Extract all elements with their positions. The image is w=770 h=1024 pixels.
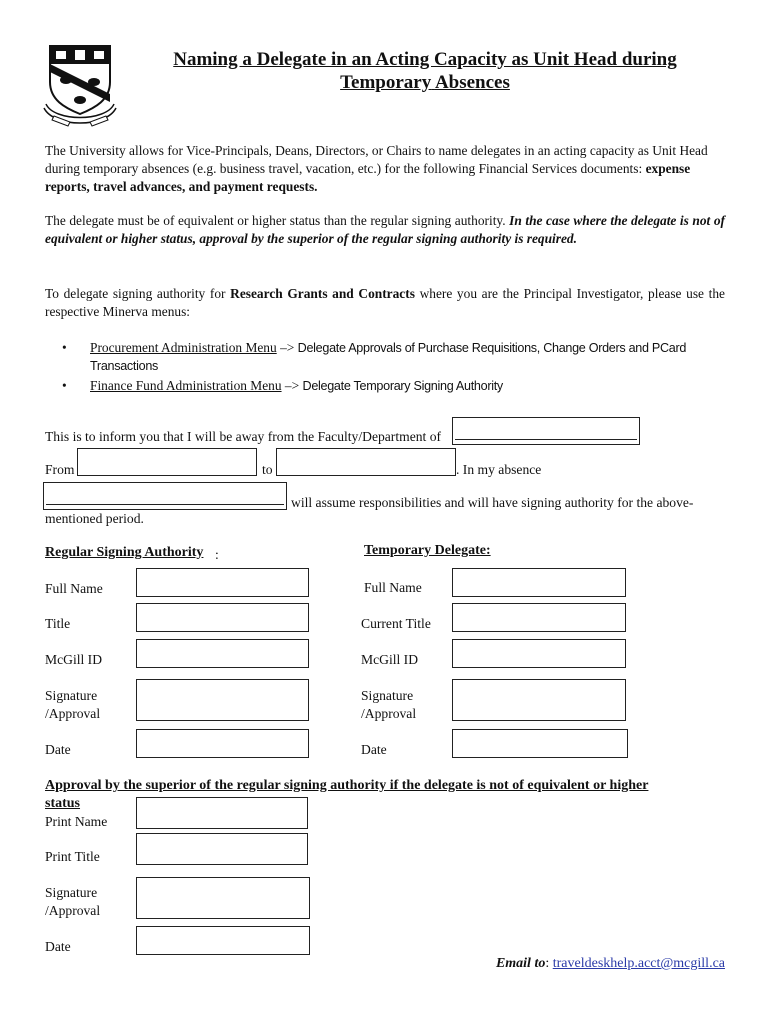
from-date-field[interactable] [77,448,257,476]
list-item [62,339,730,375]
title-line-2b: Absences [434,72,510,93]
intro-text: The University allows for Vice-Principals, Deans, Directors, or Chairs to name delegates in an acting capacity as Unit Head during temporary absences (e.g. business travel, vacation, etc.) for the following Financial Services documents: [45,143,708,176]
delegate-mcgill-id-field[interactable] [452,639,626,668]
superior-date-label: Date [45,939,71,954]
inform-text: This is to inform you that I will be away from the Faculty/Department of [45,429,442,444]
absence-text: . In my absence [456,462,542,477]
delegate-approval-label: /Approval [361,706,417,721]
research-paragraph [45,285,725,321]
regular-full-name-label: Full Name [45,581,103,596]
menu-target: Delegate Temporary Signing Authority [302,379,503,393]
finance-menu-link[interactable]: Finance Fund Administration Menu [90,378,282,393]
email-link[interactable]: traveldeskhelp.acct@mcgill.ca [552,956,725,971]
delegate-signature-label: Signature [361,688,414,703]
title-line-2a: Temporary [340,72,432,93]
regular-date-field[interactable] [136,729,309,758]
regular-signature-field[interactable] [136,679,309,721]
crest-icon [40,42,120,130]
delegate-full-name-field[interactable] [452,568,626,597]
email-footer [496,956,725,972]
delegate-name-field[interactable] [43,482,287,510]
menu-target: Delegate Approvals of Purchase Requisitions, Change Orders and PCard Transactions [90,341,687,373]
assume-text: will assume responsibilities and will have signing authority for the above- [291,495,694,510]
list-item [62,377,730,395]
regular-signature-label: Signature [45,688,98,703]
superior-print-title-label: Print Title [45,849,100,864]
to-date-field[interactable] [276,448,456,476]
page-title [150,48,700,94]
superior-print-name-label: Print Name [45,814,108,829]
to-label: to [262,462,273,477]
equivalence-paragraph [45,212,725,248]
research-prefix: To delegate signing authority for [45,286,226,301]
superior-signature-field[interactable] [136,877,310,919]
research-suffix: where you are the Principal Investigator, please use the respective Minerva menus: [45,286,725,319]
department-field[interactable] [452,417,640,445]
regular-approval-label: /Approval [45,706,101,721]
regular-mcgill-id-label: McGill ID [45,652,103,667]
regular-mcgill-id-field[interactable] [136,639,309,668]
superior-heading-line1: Approval by the superior of the regular signing authority if the delegate is not of equivalent or higher [45,778,649,793]
procurement-menu-link[interactable]: Procurement Administration Menu [90,340,277,355]
superior-print-title-field[interactable] [136,833,308,865]
regular-date-label: Date [45,742,71,757]
regular-full-name-field[interactable] [136,568,309,597]
arrow: –> [280,340,295,355]
delegate-mcgill-id-label: McGill ID [361,652,419,667]
regular-title-label: Title [45,616,71,631]
delegate-date-field[interactable] [452,729,628,758]
bullet-icon: • [62,340,67,355]
delegate-current-title-label: Current Title [361,616,431,631]
university-crest-logo [40,42,120,130]
delegate-full-name-label: Full Name [364,580,422,595]
regular-title-field[interactable] [136,603,309,632]
email-colon: : [545,956,550,971]
from-label: From [45,462,75,477]
bullet-icon: • [62,378,67,393]
research-bold: Research Grants and Contracts [230,286,415,301]
delegate-current-title-field[interactable] [452,603,626,632]
superior-print-name-field[interactable] [136,797,308,829]
arrow: –> [284,378,300,393]
regular-heading-colon: : [215,547,219,562]
superior-signature-label: Signature [45,885,98,900]
superior-approval-label: /Approval [45,903,101,918]
equivalence-text: The delegate must be of equivalent or higher status than the regular signing authority. [45,213,506,228]
delegate-signature-field[interactable] [452,679,626,721]
intro-paragraph [45,142,725,196]
email-label: Email to [495,956,546,971]
delegate-date-label: Date [361,742,387,757]
delegate-heading: Temporary Delegate: [364,543,491,558]
regular-heading: Regular Signing Authority [45,545,204,560]
menu-list [62,339,730,397]
mentioned-text: mentioned period. [45,511,144,526]
intro-bold: expense reports, travel advances, and payment requests. [45,161,691,194]
equivalence-note: In the case where the delegate is not of equivalent or higher status, approval by the superior of the regular signing authority is required. [45,213,725,246]
superior-heading-line2: status [45,796,81,811]
superior-date-field[interactable] [136,926,310,955]
title-line-1: Naming a Delegate in an Acting Capacity as Unit Head during [173,49,677,70]
